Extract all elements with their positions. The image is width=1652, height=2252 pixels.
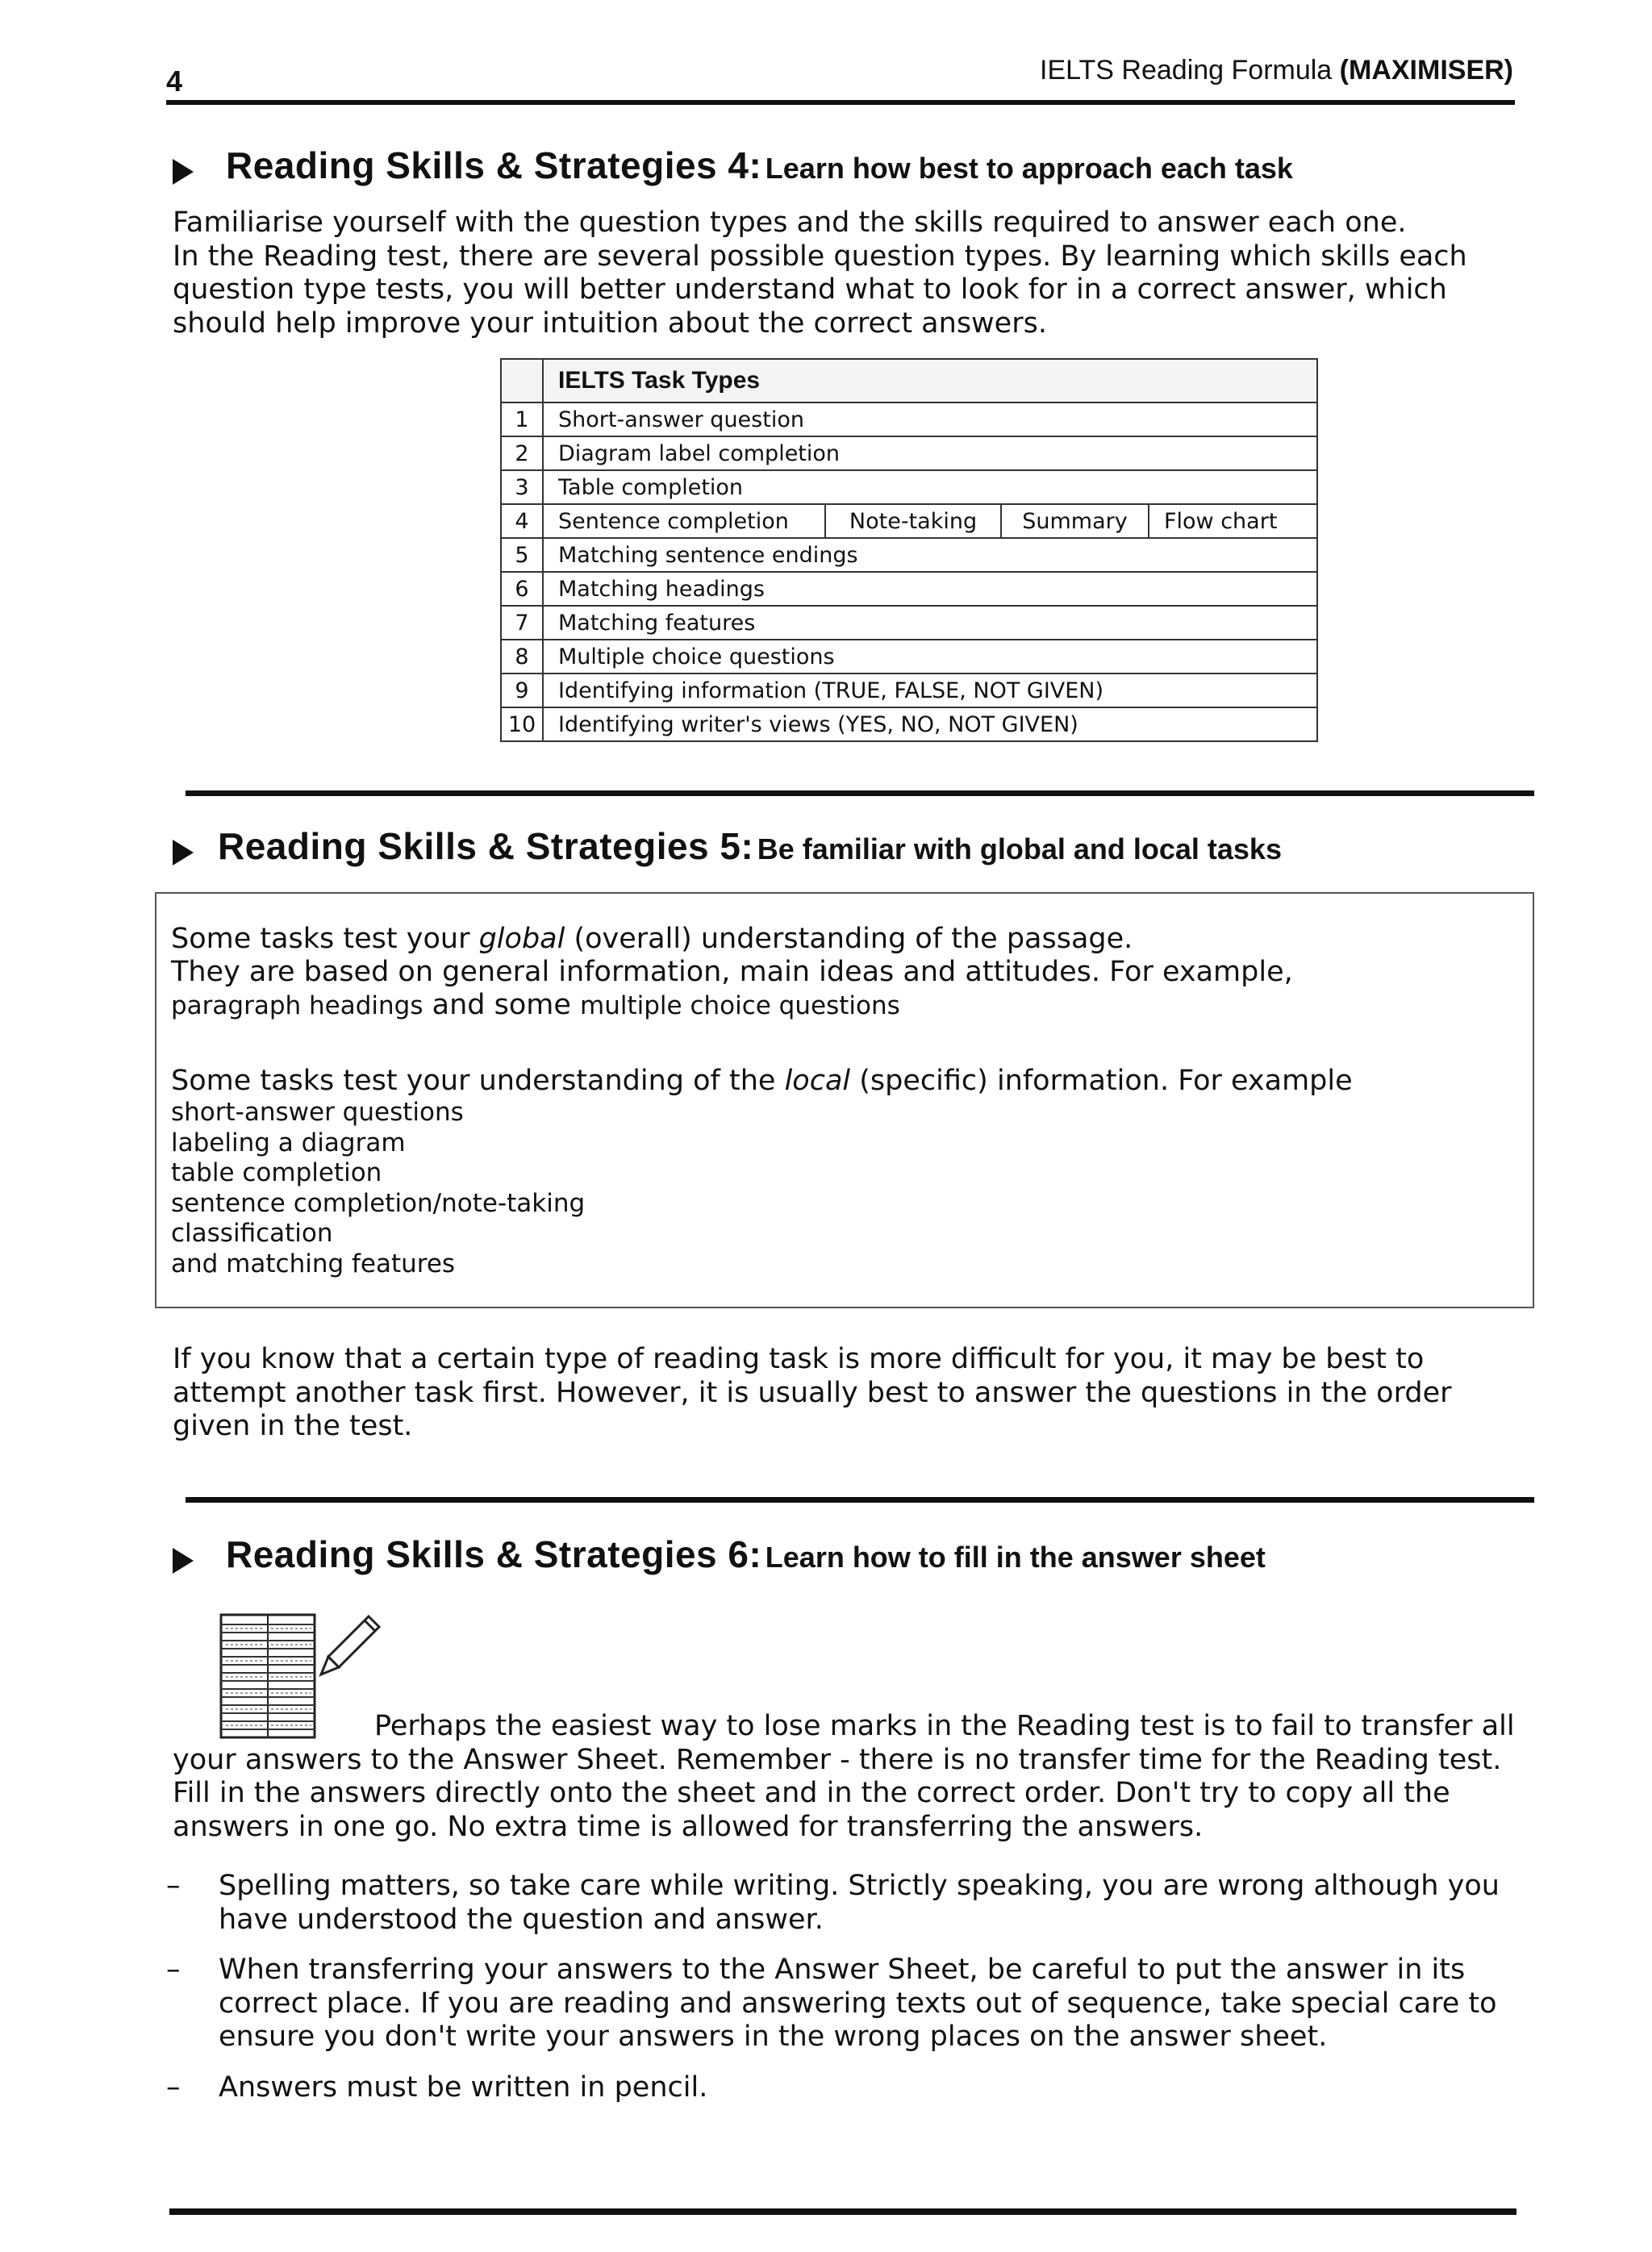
section-5-subtitle: Be familiar with global and local tasks — [757, 832, 1282, 865]
bullet-text: Answers must be written in pencil. — [219, 2071, 708, 2104]
global-emphasis: global — [478, 923, 565, 955]
section-6-heading — [173, 1533, 1266, 1577]
table-row — [501, 640, 1317, 674]
global-example-and: and some — [423, 989, 580, 1021]
row-label: Diagram label completion — [543, 436, 1317, 470]
table-row — [501, 402, 1317, 436]
global-text-b: (overall) understanding of the passage. — [565, 923, 1133, 955]
row-label: Matching headings — [543, 572, 1317, 606]
task-types-table — [500, 358, 1318, 742]
section-4-subtitle: Learn how best to approach each task — [765, 152, 1293, 185]
list-item: labeling a diagram — [171, 1128, 406, 1157]
running-header — [1040, 55, 1513, 86]
header-rule — [166, 100, 1515, 105]
list-item — [166, 1954, 1521, 2054]
table-row — [501, 572, 1317, 606]
footer-rule — [169, 2208, 1516, 2215]
row-number: 9 — [501, 674, 543, 707]
row-number: 8 — [501, 640, 543, 674]
bullet-dash: – — [166, 1870, 181, 1902]
section-divider — [186, 790, 1534, 796]
bullet-text: When transferring your answers to the Answer Sheet, be careful to put the answer in its correct place. If you are reading and answering texts out of sequence, take special care to ensure you don't write your answers in the wrong places on the answer sheet. — [219, 1954, 1497, 2053]
row-label: Identifying writer's views (YES, NO, NOT GIVEN) — [543, 707, 1317, 741]
section-5-heading — [173, 824, 1282, 869]
row-number: 4 — [501, 504, 543, 538]
row-number: 10 — [501, 707, 543, 741]
section-4-intro — [173, 206, 1512, 340]
local-text-a: Some tasks test your understanding of the — [171, 1065, 785, 1097]
row-number: 2 — [501, 436, 543, 470]
global-local-box — [155, 892, 1534, 1308]
list-item: sentence completion/note-taking — [171, 1188, 586, 1218]
section-divider — [186, 1497, 1534, 1503]
running-header-title: IELTS Reading Formula — [1040, 55, 1340, 85]
list-item — [166, 1870, 1521, 1937]
play-arrow-icon — [173, 1548, 194, 1574]
bullet-dash: – — [166, 1954, 181, 1986]
bullet-dash: – — [166, 2071, 181, 2104]
local-examples-list — [171, 1098, 1353, 1279]
row-label: Multiple choice questions — [543, 640, 1317, 674]
local-text-b: (specific) information. For example — [850, 1065, 1353, 1097]
row-label: Matching features — [543, 606, 1317, 640]
local-line1 — [171, 1065, 1353, 1098]
list-item: and matching features — [171, 1249, 456, 1278]
section-6-title: Reading Skills & Strategies 6: — [226, 1533, 762, 1575]
section-5-advice: If you know that a certain type of reading task is more difficult for you, it may be best to attempt another task first. However, it is usually best to answer the questions in the order given in the test. — [173, 1343, 1452, 1442]
row-part: Sentence completion — [558, 508, 789, 534]
table-header-row — [501, 359, 1317, 402]
play-arrow-icon — [173, 840, 194, 865]
row-part: Note-taking — [824, 505, 1000, 537]
table-row — [501, 470, 1317, 504]
table-row — [501, 674, 1317, 707]
table-title: IELTS Task Types — [543, 359, 1317, 402]
local-tasks-text — [171, 1065, 1353, 1279]
section-6-paragraph-text: Perhaps the easiest way to lose marks in the Reading test is to fail to transfer all your answers to the Answer Sheet. Remember - there is no transfer time for the Reading test. Fill in the answers directly onto the sheet and in the correct order. Don't try to copy all the answers in one go. No extra time is allowed for transferring the answers. — [173, 1710, 1515, 1843]
row-label: Table completion — [543, 470, 1317, 504]
section-5-title: Reading Skills & Strategies 5: — [218, 825, 754, 867]
section-4-intro-line2: In the Reading test, there are several possible question types. By learning which skills each question type tests, you will better understand what to look for in a correct answer, which should help improve your intuition about the correct answers. — [173, 240, 1467, 340]
list-item: classification — [171, 1219, 333, 1248]
row-label: Identifying information (TRUE, FALSE, NOT GIVEN) — [543, 674, 1317, 707]
section-4-heading — [173, 144, 1293, 188]
bullet-text: Spelling matters, so take care while writing. Strictly speaking, you are wrong although you have understood the question and answer. — [219, 1870, 1500, 1936]
row-split-cell — [543, 504, 1317, 538]
global-example-b: multiple choice questions — [580, 991, 900, 1020]
table-row — [501, 504, 1317, 538]
global-line2: They are based on general information, main ideas and attitudes. For example, — [171, 956, 1293, 988]
table-header-num — [501, 359, 543, 402]
global-line1 — [171, 923, 1293, 956]
page-number: 4 — [166, 65, 183, 98]
row-part: Flow chart — [1148, 505, 1316, 537]
global-example-a: paragraph headings — [171, 991, 423, 1020]
pencil-icon — [321, 1616, 379, 1674]
row-number: 6 — [501, 572, 543, 606]
table-row — [501, 606, 1317, 640]
row-number: 1 — [501, 402, 543, 436]
row-number: 5 — [501, 538, 543, 572]
section-4-intro-line1: Familiarise yourself with the question types and the skills required to answer each one. — [173, 206, 1407, 239]
section-6-subtitle: Learn how to fill in the answer sheet — [765, 1541, 1266, 1574]
list-item — [166, 2071, 1521, 2105]
row-label: Short-answer question — [543, 402, 1317, 436]
row-number: 3 — [501, 470, 543, 504]
list-item: short-answer questions — [171, 1098, 464, 1127]
row-part: Summary — [1000, 505, 1148, 537]
global-examples — [171, 989, 1293, 1022]
row-number: 7 — [501, 606, 543, 640]
table-row — [501, 538, 1317, 572]
global-tasks-text — [171, 923, 1293, 1022]
table-row — [501, 436, 1317, 470]
play-arrow-icon — [173, 159, 194, 185]
section-4-title: Reading Skills & Strategies 4: — [226, 144, 762, 186]
section-6-paragraph — [173, 1710, 1525, 1844]
list-item: table completion — [171, 1158, 382, 1187]
row-label: Matching sentence endings — [543, 538, 1317, 572]
table-row — [501, 707, 1317, 741]
running-header-edition: (MAXIMISER) — [1339, 55, 1513, 85]
global-text-a: Some tasks test your — [171, 923, 479, 955]
local-emphasis: local — [784, 1065, 851, 1097]
